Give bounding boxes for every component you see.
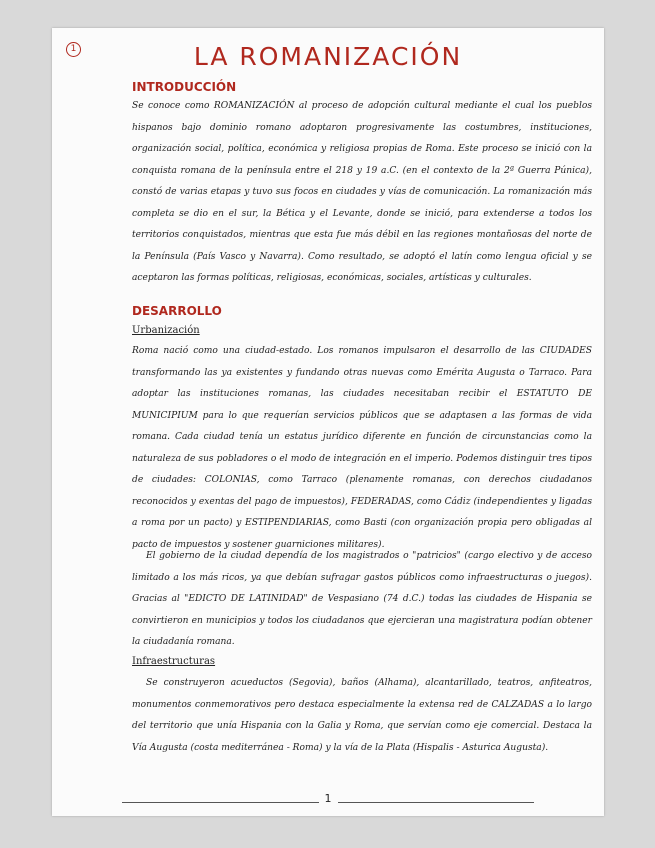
document-page xyxy=(52,28,604,816)
infraestructuras-paragraph: Se construyeron acueductos (Segovia), baños (Alhama), alcantarillado, teatros, anfiteatros, monumentos conmemorativos pero destaca especialmente la extensa red de CALZADAS a lo largo del territorio que unía Hispania con la Galia y Roma, que servían como eje comercial. Destaca la Vía Augusta (costa mediterránea - Roma) y la vía de la Plata (Hispalis - Asturica Augusta). xyxy=(132,678,592,753)
footer-page-number-text: 1 xyxy=(319,792,338,805)
subheading-urbanizacion: Urbanización xyxy=(132,325,200,336)
section-heading-desarrollo: DESARROLLO xyxy=(132,304,222,318)
page-marker: 1 xyxy=(66,42,81,57)
footer-page-number xyxy=(52,792,604,805)
subheading-infraestructuras: Infraestructuras xyxy=(132,656,216,667)
urbanizacion-paragraph-2: El gobierno de la ciudad dependía de los magistrados o "patricios" (cargo electivo y de acceso limitado a los más ricos, ya que debían sufragar gastos públicos como infraestructuras o juegos). Gracias al "EDICTO DE LATINIDAD" de Vespasiano (74 d.C.) todas las ciudades de Hispania se convirtieron en municipios y todos los ciudadanos que ejercieran una magistratura podían obtener la ciudadanía romana. xyxy=(132,551,592,647)
page-title: LA ROMANIZACIÓN xyxy=(193,42,463,71)
urbanizacion-paragraph-1: Roma nació como una ciudad-estado. Los romanos impulsaron el desarrollo de las CIUDADES transformando las ya existentes y fundando otras nuevas como Emérita Augusta o Tarraco. Para adoptar las instituciones romanas, las ciudades necesitaban recibir el ESTATUTO DE MUNICIPIUM para lo que requerían servicios públicos que se adaptasen a las formas de vida romana. Cada ciudad tenía un estatus jurídico diferente en función de circunstancias como la naturaleza de sus pobladores o el modo de integración en el imperio. Podemos distinguir tres tipos de ciudades: COLONIAS, como Tarraco (plenamente romanas, con derechos ciudadanos reconocidos y exentas del pago de impuestos), FEDERADAS, como Cádiz (independientes y ligadas a roma por un pacto) y ESTIPENDIARIAS, como Basti (con organización propia pero obligadas al pacto de impuestos y sostener guarniciones militares). xyxy=(132,346,592,550)
section-heading-introduccion: INTRODUCCIÓN xyxy=(132,80,237,94)
introduccion-paragraph: Se conoce como ROMANIZACIÓN al proceso de adopción cultural mediante el cual los pueblos hispanos bajo dominio romano adoptaron progresivamente las costumbres, instituciones, organización social, política, económica y religiosa propias de Roma. Este proceso se inició con la conquista romana de la península entre el 218 y 19 a.C. (en el contexto de la 2ª Guerra Púnica), constó de varias etapas y tuvo sus focos en ciudades y vías de comunicación. La romanización más completa se dio en el sur, la Bética y el Levante, donde se inició, para extenderse a todos los territorios conquistados, mientras que esta fue más débil en las regiones montañosas del norte de la Península (País Vasco y Navarra). Como resultado, se adoptó el latín como lengua oficial y se aceptaron las formas políticas, religiosas, económicas, sociales, artísticas y culturales. xyxy=(132,101,592,283)
